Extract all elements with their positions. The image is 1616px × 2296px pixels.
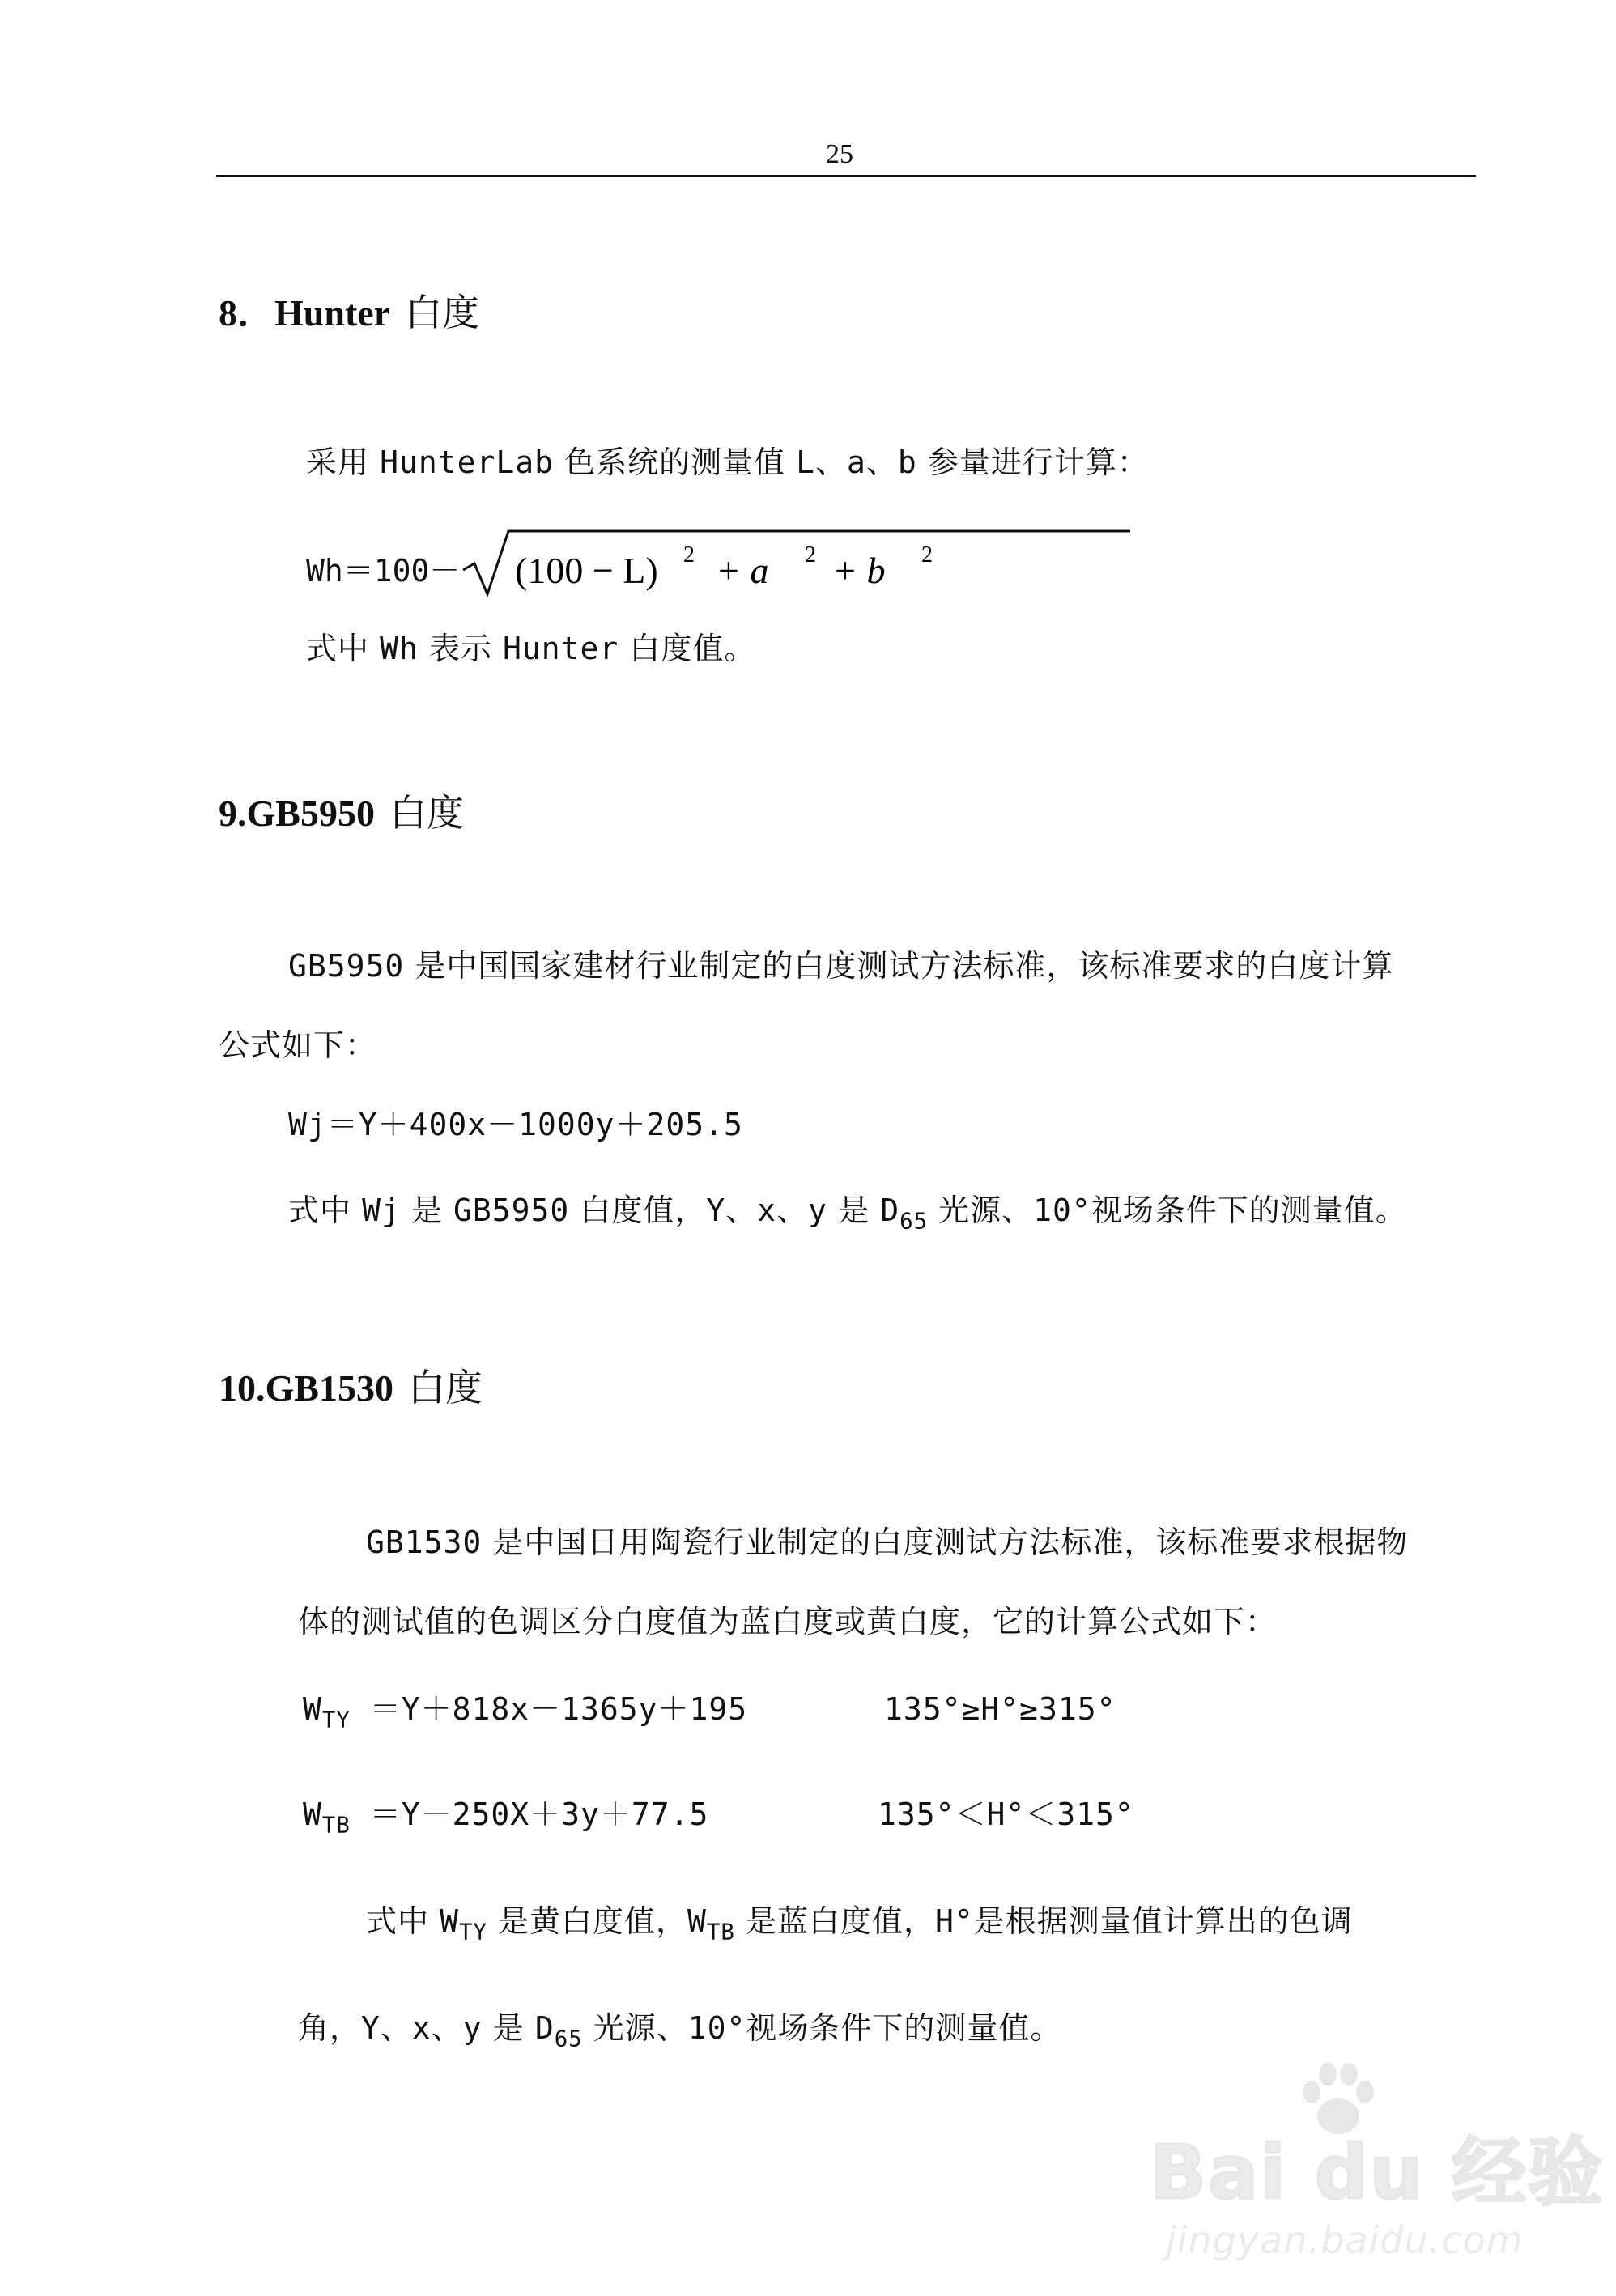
- gb1530-condition-yellow: 135°≥H°≥315°: [884, 1691, 1116, 1727]
- gb1530-note-line2: [298, 2010, 1062, 2052]
- hunter-intro-params: L、a、b: [796, 444, 917, 480]
- gb5950-note-code: GB5950: [453, 1193, 570, 1228]
- gb1530-note2-text-4: 视场条件下的测量值。: [746, 2010, 1062, 2046]
- gb5950-note-angle: 10°: [1033, 1193, 1091, 1228]
- gb1530-note-w-yellow: W: [440, 1903, 459, 1939]
- gb1530-note2-text-2: 是: [482, 2010, 535, 2046]
- gb1530-note-w-blue: W: [687, 1903, 707, 1939]
- section-9-heading: [219, 784, 464, 837]
- watermark-brand: Bai du 经验: [1150, 2129, 1605, 2216]
- gb1530-note2-d: D: [534, 2010, 555, 2046]
- hunter-note-text-3: 白度值。: [619, 631, 756, 666]
- gb1530-note-text-3: 是蓝白度值，: [734, 1903, 935, 1939]
- formula-blue-rhs: ＝Y－250X＋3y＋77.5: [350, 1796, 709, 1832]
- gb1530-paragraph-text: 是中国日用陶瓷行业制定的白度测试方法标准，该标准要求根据物: [482, 1524, 1409, 1560]
- gb5950-paragraph-line1: [288, 948, 1394, 984]
- gb1530-note-text-4: 是根据测量值计算出的色调: [973, 1903, 1353, 1939]
- radicand-a-term: + a: [716, 550, 769, 591]
- gb1530-note-hue: H°: [934, 1903, 974, 1939]
- hunter-intro-text: 采用: [306, 444, 381, 480]
- gb5950-note-text-4: 是: [827, 1193, 881, 1228]
- gb5950-note-text-2: 是: [400, 1193, 454, 1228]
- gb5950-note-text-3: 白度值，: [569, 1193, 707, 1228]
- gb5950-code: GB5950: [288, 948, 405, 984]
- gb1530-code: GB1530: [366, 1524, 483, 1560]
- section-8-title-latin: Hunter: [274, 292, 391, 334]
- gb1530-note2-angle: 10°: [687, 2010, 746, 2046]
- gb1530-note2-text-3: 光源、: [582, 2010, 688, 2046]
- gb1530-note2-text: 角，: [298, 2010, 362, 2046]
- hunter-note-text: 式中: [306, 631, 381, 666]
- hunter-note-hunter: Hunter: [503, 631, 619, 666]
- hunter-intro: [306, 444, 1149, 480]
- formula-yellow-subscript: TY: [321, 1707, 351, 1733]
- gb1530-note-w-yellow-subscript: TY: [458, 1920, 487, 1945]
- gb1530-note-line1: [366, 1903, 1353, 1945]
- radicand-b-term: + b: [832, 550, 886, 591]
- section-8-number: 8．: [219, 292, 274, 334]
- gb1530-paragraph-line1: [366, 1524, 1409, 1560]
- exponent-3: 2: [921, 542, 933, 568]
- section-10-title-cjk: 白度: [407, 1366, 483, 1409]
- gb5950-paragraph-line2: 公式如下：: [219, 1027, 377, 1063]
- exponent-1: 2: [683, 542, 695, 568]
- gb5950-note-wj: Wj: [362, 1193, 401, 1228]
- section-8-title-cjk: 白度: [405, 291, 480, 334]
- gb5950-formula: Wj＝Y＋400x－1000y＋205.5: [288, 1107, 743, 1142]
- gb1530-note2-d-subscript: 65: [554, 2026, 583, 2052]
- formula-yellow-w: W: [303, 1691, 322, 1727]
- gb5950-paragraph-text: 是中国国家建材行业制定的白度测试方法标准，该标准要求的白度计算: [404, 948, 1394, 984]
- section-10-number: 10.GB1530: [219, 1367, 393, 1409]
- hunter-intro-text-2: 色系统的测量值: [554, 444, 797, 480]
- gb1530-note-w-blue-subscript: TB: [706, 1920, 735, 1945]
- hunter-intro-hunterlab: HunterLab: [380, 444, 554, 480]
- gb5950-note-text-6: 视场条件下的测量值。: [1091, 1193, 1407, 1228]
- hunter-note-text-2: 表示: [418, 631, 504, 666]
- formula-blue-w: W: [303, 1796, 322, 1832]
- gb1530-paragraph-line2: 体的测试值的色调区分白度值为蓝白度或黄白度，它的计算公式如下：: [298, 1604, 1278, 1639]
- page-number: 25: [826, 139, 853, 169]
- gb1530-formula-yellow: [303, 1691, 748, 1733]
- formula-blue-subscript: TB: [321, 1813, 351, 1839]
- header-rule: [216, 175, 1476, 177]
- exponent-2: 2: [805, 542, 816, 568]
- hunter-note: [306, 633, 755, 664]
- gb5950-note-d-subscript: 65: [899, 1209, 929, 1235]
- gb1530-note-text-2: 是黄白度值，: [487, 1903, 688, 1939]
- hunter-formula-lhs: Wh＝100－: [306, 553, 461, 589]
- hunter-note-wh: Wh: [380, 631, 419, 666]
- section-10-heading: [219, 1358, 483, 1412]
- watermark-url: jingyan.baidu.com: [1166, 2218, 1524, 2262]
- gb1530-condition-blue: 135°＜H°＜315°: [878, 1796, 1134, 1832]
- hunter-intro-text-3: 参量进行计算：: [916, 444, 1149, 480]
- gb5950-note-text: 式中: [288, 1193, 363, 1228]
- gb1530-formula-blue: [303, 1796, 709, 1839]
- section-9-number: 9.GB5950: [219, 793, 375, 834]
- gb5950-note-vars: Y、x、y: [706, 1193, 828, 1228]
- gb5950-note: [288, 1193, 1407, 1235]
- sqrt-expression: [458, 526, 1138, 599]
- gb1530-note-text: 式中: [366, 1903, 440, 1939]
- gb1530-note2-vars: Y、x、y: [361, 2010, 483, 2046]
- gb5950-note-text-5: 光源、: [928, 1193, 1034, 1228]
- section-8-heading: [219, 283, 479, 337]
- radicand-term: (100 − L): [515, 550, 658, 591]
- baidu-jingyan-watermark: [1150, 2056, 1605, 2262]
- formula-yellow-rhs: ＝Y＋818x－1365y＋195: [350, 1691, 748, 1727]
- section-9-title-cjk: 白度: [389, 791, 464, 835]
- gb5950-note-d: D: [880, 1193, 900, 1228]
